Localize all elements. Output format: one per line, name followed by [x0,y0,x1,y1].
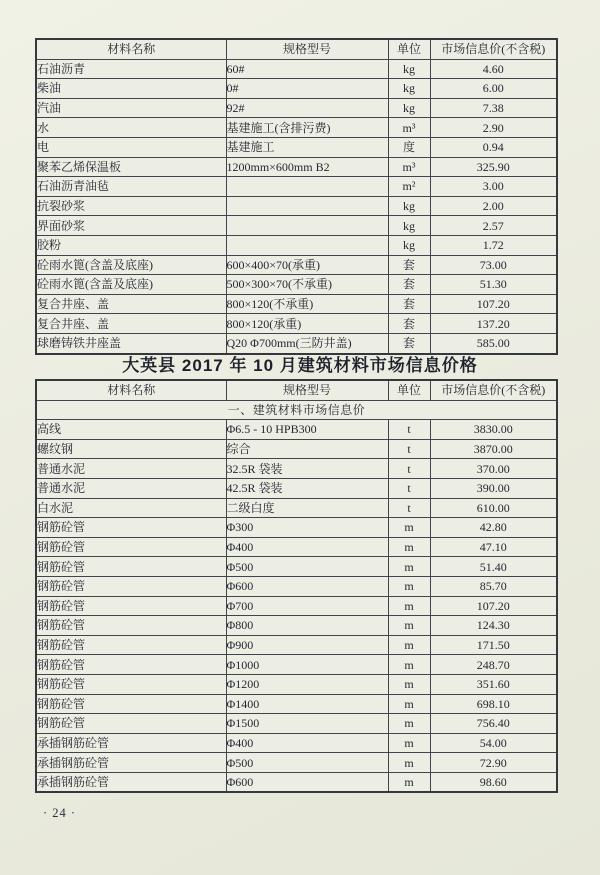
unit-cell: 套 [388,255,430,275]
material-name-cell: 钢筋砼管 [36,616,226,636]
materials-price-table-main [35,379,558,793]
spec-cell: Φ600 [226,772,388,792]
table-row [36,59,557,79]
material-name-cell: 界面砂浆 [36,216,226,236]
material-name-cell: 汽油 [36,98,226,118]
table-row [36,459,557,479]
spec-cell: 60# [226,59,388,79]
unit-cell: m [388,694,430,714]
price-cell: 390.00 [430,478,557,498]
table-row [36,255,557,275]
unit-cell: t [388,459,430,479]
section-header-row [36,400,557,420]
material-name-cell: 复合井座、盖 [36,294,226,314]
material-name-cell: 钢筋砼管 [36,596,226,616]
table-row [36,537,557,557]
material-name-cell: 普通水泥 [36,478,226,498]
table-row [36,733,557,753]
material-name-cell: 柴油 [36,79,226,99]
price-cell: 98.60 [430,772,557,792]
header-market-price: 市场信息价(不含税) [430,39,557,59]
spec-cell: Q20 Φ700mm(三防井盖) [226,333,388,353]
materials-price-table-top [35,38,558,355]
unit-cell: m [388,537,430,557]
unit-cell: 套 [388,333,430,353]
unit-cell: 度 [388,137,430,157]
spec-cell: 1200mm×600mm B2 [226,157,388,177]
header-unit: 单位 [388,39,430,59]
table-row [36,772,557,792]
spec-cell: 800×120(承重) [226,314,388,334]
material-name-cell: 胶粉 [36,235,226,255]
table-row [36,98,557,118]
unit-cell: m [388,714,430,734]
material-name-cell: 钢筋砼管 [36,518,226,538]
table-row [36,694,557,714]
table-row [36,498,557,518]
price-cell: 2.90 [430,118,557,138]
unit-cell: kg [388,79,430,99]
price-cell: 698.10 [430,694,557,714]
spec-cell: Φ500 [226,557,388,577]
unit-cell: t [388,478,430,498]
material-name-cell: 钢筋砼管 [36,557,226,577]
material-name-cell: 砼雨水篦(含盖及底座) [36,255,226,275]
price-cell: 73.00 [430,255,557,275]
price-cell: 0.94 [430,137,557,157]
unit-cell: m [388,518,430,538]
price-cell: 42.80 [430,518,557,538]
price-cell: 124.30 [430,616,557,636]
material-name-cell: 石油沥青油毡 [36,177,226,197]
spec-cell: Φ400 [226,537,388,557]
material-name-cell: 水 [36,118,226,138]
spec-cell: Φ400 [226,733,388,753]
unit-cell: t [388,498,430,518]
unit-cell: 套 [388,294,430,314]
header-market-price: 市场信息价(不含税) [430,380,557,400]
price-cell: 137.20 [430,314,557,334]
price-cell: 1.72 [430,235,557,255]
table-top-body [36,59,557,353]
table-row [36,655,557,675]
header-material-name: 材料名称 [36,380,226,400]
unit-cell: m³ [388,118,430,138]
spec-cell [226,216,388,236]
unit-cell: t [388,439,430,459]
material-name-cell: 钢筋砼管 [36,537,226,557]
spec-cell: 基建施工(含排污费) [226,118,388,138]
unit-cell: m³ [388,157,430,177]
header-row [36,380,557,400]
material-name-cell: 钢筋砼管 [36,674,226,694]
unit-cell: m [388,576,430,596]
header-spec-model: 规格型号 [226,380,388,400]
price-cell: 51.40 [430,557,557,577]
unit-cell: m² [388,177,430,197]
price-cell: 248.70 [430,655,557,675]
material-name-cell: 钢筋砼管 [36,576,226,596]
spec-cell: 32.5R 袋装 [226,459,388,479]
table-row [36,596,557,616]
price-cell: 325.90 [430,157,557,177]
spec-cell: Φ1000 [226,655,388,675]
price-cell: 3870.00 [430,439,557,459]
unit-cell: 套 [388,314,430,334]
spec-cell: 二级白度 [226,498,388,518]
table-row [36,294,557,314]
unit-cell: 套 [388,275,430,295]
unit-cell: kg [388,59,430,79]
material-name-cell: 复合井座、盖 [36,314,226,334]
unit-cell: kg [388,235,430,255]
table-row [36,714,557,734]
table-main-header [36,380,557,400]
table-row [36,177,557,197]
table-row [36,275,557,295]
material-name-cell: 钢筋砼管 [36,714,226,734]
table-row [36,137,557,157]
material-name-cell: 电 [36,137,226,157]
unit-cell: m [388,635,430,655]
table-row [36,518,557,538]
spec-cell: Φ500 [226,753,388,773]
unit-cell: m [388,596,430,616]
table-row [36,314,557,334]
unit-cell: m [388,655,430,675]
unit-cell: m [388,753,430,773]
spec-cell: 800×120(不承重) [226,294,388,314]
table-row [36,557,557,577]
table-row [36,157,557,177]
price-cell: 7.38 [430,98,557,118]
spec-cell: Φ700 [226,596,388,616]
spec-cell: Φ1500 [226,714,388,734]
spec-cell: 600×400×70(承重) [226,255,388,275]
material-name-cell: 砼雨水篦(含盖及底座) [36,275,226,295]
table-row [36,439,557,459]
price-cell: 107.20 [430,294,557,314]
price-cell: 72.90 [430,753,557,773]
unit-cell: m [388,733,430,753]
spec-cell: Φ900 [226,635,388,655]
table-row [36,576,557,596]
table-main-body [36,400,557,792]
material-name-cell: 承插钢筋砼管 [36,733,226,753]
spec-cell [226,196,388,216]
spec-cell: 42.5R 袋装 [226,478,388,498]
spec-cell: Φ300 [226,518,388,538]
material-name-cell: 聚苯乙烯保温板 [36,157,226,177]
material-name-cell: 球磨铸铁井座盖 [36,333,226,353]
price-cell: 54.00 [430,733,557,753]
material-name-cell: 钢筋砼管 [36,635,226,655]
price-cell: 4.60 [430,59,557,79]
table-row [36,79,557,99]
price-cell: 585.00 [430,333,557,353]
price-cell: 47.10 [430,537,557,557]
price-cell: 85.70 [430,576,557,596]
price-cell: 756.40 [430,714,557,734]
material-name-cell: 钢筋砼管 [36,655,226,675]
table-row [36,235,557,255]
unit-cell: t [388,420,430,440]
material-name-cell: 承插钢筋砼管 [36,753,226,773]
unit-cell: m [388,616,430,636]
spec-cell: Φ1200 [226,674,388,694]
spec-cell [226,177,388,197]
price-cell: 351.60 [430,674,557,694]
unit-cell: kg [388,98,430,118]
spec-cell: Φ800 [226,616,388,636]
spec-cell: 综合 [226,439,388,459]
section-header-label: 一、建筑材料市场信息价 [36,400,557,420]
header-unit: 单位 [388,380,430,400]
price-cell: 6.00 [430,79,557,99]
unit-cell: kg [388,216,430,236]
spec-cell: 500×300×70(不承重) [226,275,388,295]
table-row [36,616,557,636]
table-row [36,196,557,216]
spec-cell: 0# [226,79,388,99]
material-name-cell: 高线 [36,420,226,440]
unit-cell: m [388,772,430,792]
material-name-cell: 白水泥 [36,498,226,518]
header-spec-model: 规格型号 [226,39,388,59]
spec-cell [226,235,388,255]
table-row [36,216,557,236]
header-material-name: 材料名称 [36,39,226,59]
material-name-cell: 抗裂砂浆 [36,196,226,216]
table-row [36,118,557,138]
unit-cell: kg [388,196,430,216]
unit-cell: m [388,557,430,577]
price-cell: 107.20 [430,596,557,616]
spec-cell: 基建施工 [226,137,388,157]
spec-cell: Φ1400 [226,694,388,714]
header-row [36,39,557,59]
spec-cell: Φ600 [226,576,388,596]
price-cell: 610.00 [430,498,557,518]
material-name-cell: 钢筋砼管 [36,694,226,714]
spec-cell: 92# [226,98,388,118]
table-row [36,753,557,773]
price-cell: 2.00 [430,196,557,216]
price-cell: 3830.00 [430,420,557,440]
material-name-cell: 承插钢筋砼管 [36,772,226,792]
table-row [36,420,557,440]
material-name-cell: 普通水泥 [36,459,226,479]
spec-cell: Φ6.5 - 10 HPB300 [226,420,388,440]
material-name-cell: 螺纹钢 [36,439,226,459]
table-row [36,674,557,694]
table-top-header [36,39,557,59]
table-row [36,635,557,655]
table-row [36,478,557,498]
price-cell: 2.57 [430,216,557,236]
price-cell: 3.00 [430,177,557,197]
page-number: · 24 · [43,806,77,820]
price-cell: 370.00 [430,459,557,479]
material-name-cell: 石油沥青 [36,59,226,79]
price-cell: 171.50 [430,635,557,655]
price-cell: 51.30 [430,275,557,295]
unit-cell: m [388,674,430,694]
page-title: 大英县 2017 年 10 月建筑材料市场信息价格 [122,356,478,375]
